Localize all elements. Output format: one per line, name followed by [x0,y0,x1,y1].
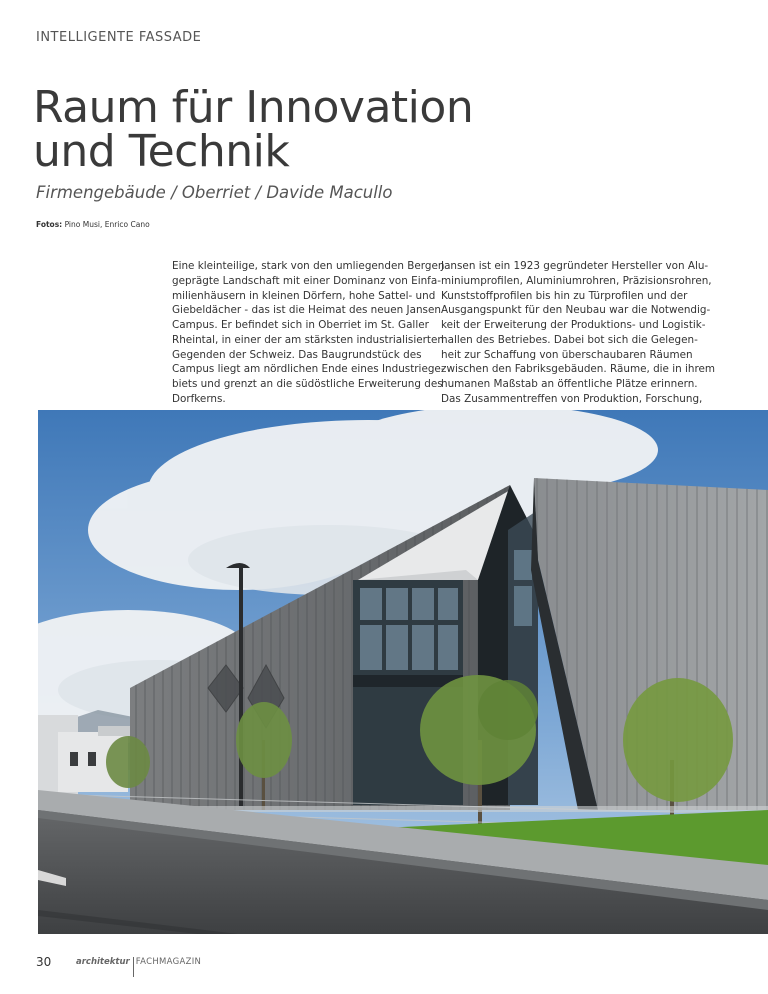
text-line: miniumprofilen, Aluminiumrohren, Präzisionsrohren, [441,274,712,287]
text-line: geprägte Landschaft mit einer Dominanz von Einfa- [172,274,441,287]
text-line: Dorfkerns. [172,392,226,405]
text-line: heit zur Schaffung von überschaubaren Räumen [441,348,693,361]
text-line: Das Zusammentreffen von Produktion, Forschung, [441,392,703,405]
credits-names: Pino Musi, Enrico Cano [64,220,150,229]
subline: Firmengebäude / Oberriet / Davide Macullo [36,183,393,202]
text-line: Jansen ist ein 1923 gegründeter Hersteller von Alu- [441,260,709,272]
text-line: hallen des Betriebes. Dabei bot sich die Gelegen- [441,333,698,346]
text-line: Campus liegt am nördlichen Ende eines Industriege- [172,363,445,376]
text-line: biets und grenzt an die südöstliche Erweiterung des [172,378,443,390]
credits-label: Fotos: [36,220,63,229]
text-column-right [441,259,716,407]
headline-line-1: Raum für Innovation [33,82,474,133]
headline-line-2: und Technik [33,126,290,177]
page-number: 30 [36,955,52,969]
lamp-post [239,568,243,806]
text-line: zwischen den Fabriksgebäuden. Räume, die in ihrem [441,363,716,376]
text-line: Kunststoffprofilen bis hin zu Türprofilen und der [441,289,688,302]
text-line: Rheintal, in einer der am stärksten industrialisierten [172,333,444,346]
magazine-brand [76,957,201,977]
building-photo [38,410,768,934]
text-line: milienhäusern in kleinen Dörfern, hohe Sattel- und [172,289,436,302]
text-line: humanen Maßstab an öffentliche Plätze erinnern. [441,378,698,390]
text-line: Giebeldächer - das ist die Heimat des neuen Jansen [172,304,441,317]
headline [33,82,633,177]
text-line: Campus. Er befindet sich in Oberriet im St. Galler [172,319,429,331]
text-line: Gegenden der Schweiz. Das Baugrundstück des [172,348,422,361]
text-line: Eine kleinteilige, stark von den umliegenden Bergen [172,260,445,272]
brand-name: architektur [76,957,130,967]
text-line: keit der Erweiterung der Produktions- und Logistik- [441,319,706,331]
building-illustration [38,410,768,934]
section-label: INTELLIGENTE FASSADE [36,30,202,45]
text-column-left [172,259,444,407]
magazine-name: FACHMAGAZIN [135,957,202,967]
brand-divider [133,957,134,977]
text-line: Ausgangspunkt für den Neubau war die Notwendig- [441,304,711,317]
photo-credits [36,220,150,229]
